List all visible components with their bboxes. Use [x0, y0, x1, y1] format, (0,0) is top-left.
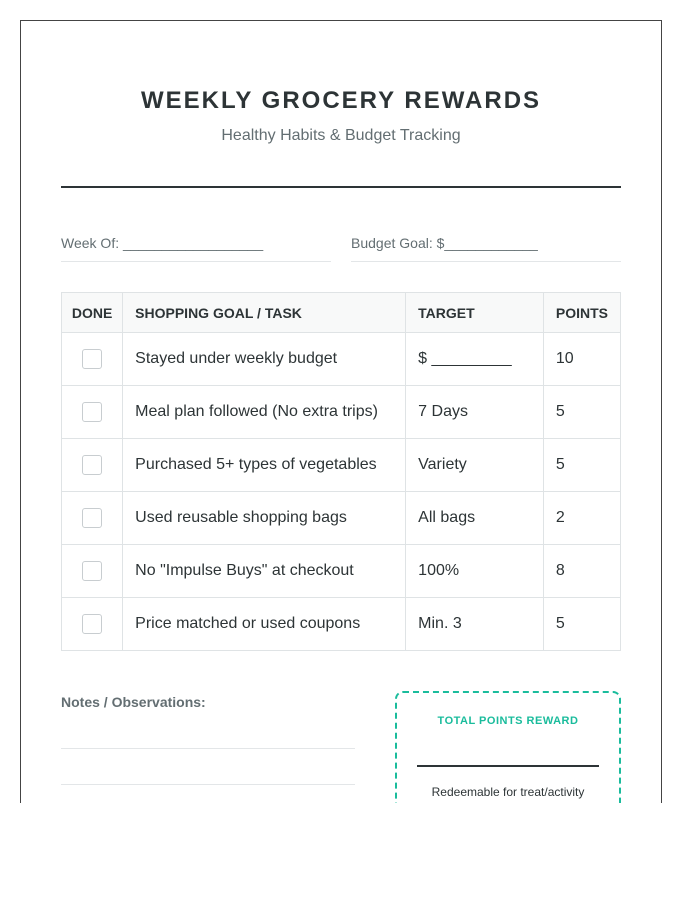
task-cell: No "Impulse Buys" at checkout: [123, 545, 406, 598]
task-cell: Purchased 5+ types of vegetables: [123, 439, 406, 492]
table-row: [62, 545, 621, 598]
notes-label: Notes / Observations:: [61, 694, 206, 710]
task-cell: Price matched or used coupons: [123, 598, 406, 651]
done-cell: [62, 598, 123, 651]
table-row: [62, 492, 621, 545]
page-title: WEEKLY GROCERY REWARDS: [140, 87, 542, 114]
done-checkbox[interactable]: [82, 455, 102, 475]
done-cell: [62, 333, 123, 386]
header-task: SHOPPING GOAL / TASK: [123, 293, 406, 333]
done-checkbox[interactable]: [82, 614, 102, 634]
page-subtitle: Healthy Habits & Budget Tracking: [221, 127, 461, 144]
reward-title: TOTAL POINTS REWARD: [437, 715, 579, 727]
done-cell: [62, 439, 123, 492]
week-of-field[interactable]: Week Of: __________________: [61, 235, 331, 262]
task-cell: Stayed under weekly budget: [123, 333, 406, 386]
done-checkbox[interactable]: [82, 561, 102, 581]
reward-caption: Redeemable for treat/activity: [431, 785, 585, 799]
done-cell: [62, 545, 123, 598]
target-cell: Min. 3: [406, 598, 544, 651]
header-target: TARGET: [406, 293, 544, 333]
table-header-row: [62, 293, 621, 333]
goals-table: [61, 292, 621, 651]
points-cell: 8: [543, 545, 620, 598]
points-cell: 2: [543, 492, 620, 545]
target-cell: Variety: [406, 439, 544, 492]
task-cell: Meal plan followed (No extra trips): [123, 386, 406, 439]
table-row: [62, 386, 621, 439]
table-row: [62, 333, 621, 386]
done-cell: [62, 386, 123, 439]
done-cell: [62, 492, 123, 545]
budget-goal-field[interactable]: Budget Goal: $____________: [351, 235, 621, 262]
header-divider: [61, 186, 621, 188]
target-cell: 100%: [406, 545, 544, 598]
notes-line[interactable]: [61, 748, 355, 749]
target-cell: All bags: [406, 492, 544, 545]
total-points-entry-line[interactable]: [417, 765, 599, 767]
total-points-box: [395, 691, 621, 803]
done-checkbox[interactable]: [82, 349, 102, 369]
table-row: [62, 598, 621, 651]
header-done: DONE: [62, 293, 123, 333]
target-cell: 7 Days: [406, 386, 544, 439]
reward-sheet: [20, 20, 662, 803]
points-cell: 5: [543, 598, 620, 651]
done-checkbox[interactable]: [82, 402, 102, 422]
task-cell: Used reusable shopping bags: [123, 492, 406, 545]
target-cell: $ _________: [406, 333, 544, 386]
header-points: POINTS: [543, 293, 620, 333]
table-row: [62, 439, 621, 492]
done-checkbox[interactable]: [82, 508, 102, 528]
points-cell: 5: [543, 439, 620, 492]
notes-line[interactable]: [61, 784, 355, 785]
points-cell: 10: [543, 333, 620, 386]
points-cell: 5: [543, 386, 620, 439]
